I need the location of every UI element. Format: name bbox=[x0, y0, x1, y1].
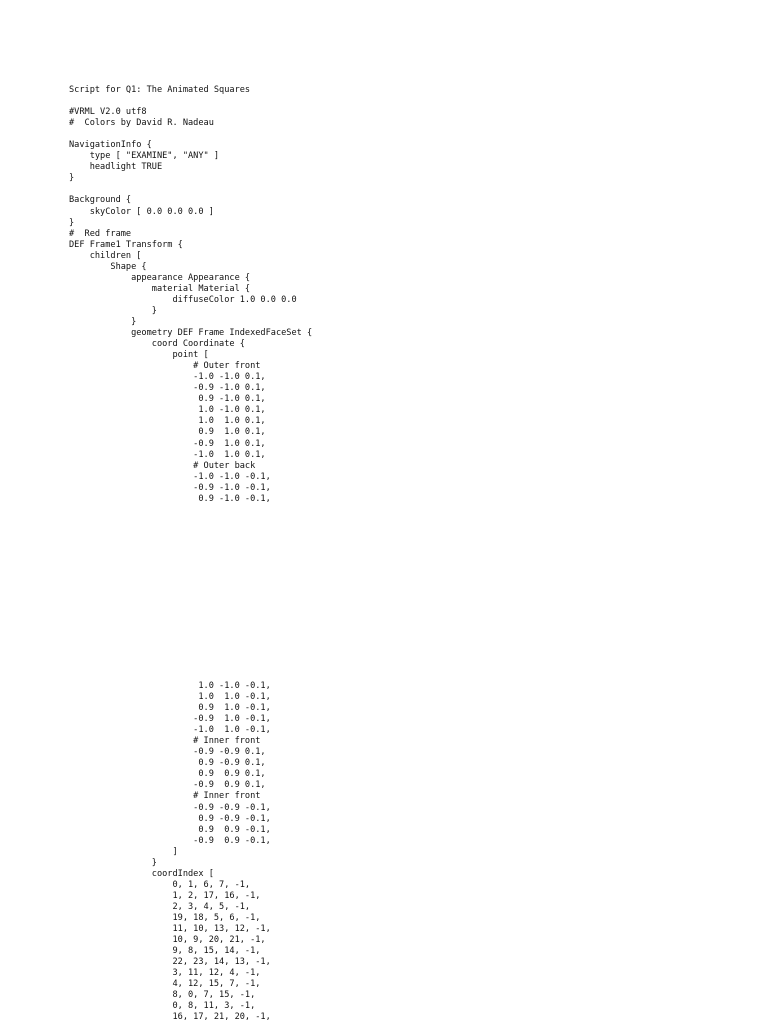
code-line: 0, 1, 6, 7, -1, bbox=[69, 879, 251, 890]
code-line: Background { bbox=[69, 195, 132, 206]
code-line: 9, 8, 15, 14, -1, bbox=[69, 946, 261, 957]
code-line: 19, 18, 5, 6, -1, bbox=[69, 912, 261, 923]
code-line: DEF Frame1 Transform { bbox=[69, 239, 183, 250]
code-line: 10, 9, 20, 21, -1, bbox=[69, 935, 266, 946]
code-line: #VRML V2.0 utf8 bbox=[69, 107, 147, 118]
code-line: point [ bbox=[69, 350, 209, 361]
code-line: 4, 12, 15, 7, -1, bbox=[69, 979, 261, 990]
code-line: # Outer back bbox=[69, 460, 256, 471]
code-line: # Inner front bbox=[69, 736, 261, 747]
code-line: 8, 0, 7, 15, -1, bbox=[69, 990, 256, 1001]
code-line: -0.9 0.9 -0.1, bbox=[69, 835, 271, 846]
code-line: headlight TRUE bbox=[69, 162, 163, 173]
code-line: # Inner front bbox=[69, 791, 261, 802]
code-line: } bbox=[69, 316, 137, 327]
code-line: # Colors by David R. Nadeau bbox=[69, 118, 214, 129]
code-line: 22, 23, 14, 13, -1, bbox=[69, 957, 271, 968]
code-line: 0.9 -1.0 -0.1, bbox=[69, 493, 271, 504]
code-line: 16, 17, 21, 20, -1, bbox=[69, 1012, 271, 1023]
code-line: 0.9 1.0 -0.1, bbox=[69, 703, 271, 714]
code-line: -0.9 -1.0 0.1, bbox=[69, 383, 266, 394]
code-line: type [ "EXAMINE", "ANY" ] bbox=[69, 151, 220, 162]
code-line: 0.9 1.0 0.1, bbox=[69, 427, 266, 438]
code-line: -0.9 0.9 0.1, bbox=[69, 780, 266, 791]
code-line: Script for Q1: The Animated Squares bbox=[69, 85, 251, 95]
code-line: 11, 10, 13, 12, -1, bbox=[69, 924, 271, 935]
code-line: 1.0 1.0 -0.1, bbox=[69, 692, 271, 703]
code-line: } bbox=[69, 217, 75, 228]
code-line: -0.9 1.0 -0.1, bbox=[69, 714, 271, 725]
code-line: -0.9 -1.0 -0.1, bbox=[69, 482, 271, 493]
code-line: 0.9 0.9 -0.1, bbox=[69, 824, 271, 835]
code-line: children [ bbox=[69, 250, 142, 261]
code-line: skyColor [ 0.0 0.0 0.0 ] bbox=[69, 206, 214, 217]
code-line: -1.0 -1.0 -0.1, bbox=[69, 471, 271, 482]
code-line: diffuseColor 1.0 0.0 0.0 bbox=[69, 294, 297, 305]
code-line: -1.0 1.0 -0.1, bbox=[69, 725, 271, 736]
vrml-code-block-top bbox=[69, 85, 312, 505]
code-line: 0.9 -0.9 -0.1, bbox=[69, 813, 271, 824]
code-line: 2, 3, 4, 5, -1, bbox=[69, 901, 251, 912]
code-line: } bbox=[69, 173, 75, 184]
code-line: -0.9 -0.9 -0.1, bbox=[69, 802, 271, 813]
code-line: -1.0 -1.0 0.1, bbox=[69, 372, 266, 383]
code-line: 1.0 -1.0 0.1, bbox=[69, 405, 266, 416]
code-line: 0, 8, 11, 3, -1, bbox=[69, 1001, 256, 1012]
code-line: appearance Appearance { bbox=[69, 272, 251, 283]
code-line: -0.9 -0.9 0.1, bbox=[69, 747, 266, 758]
code-line: # Outer front bbox=[69, 361, 261, 372]
code-line: 3, 11, 12, 4, -1, bbox=[69, 968, 261, 979]
vrml-code-block-bottom bbox=[69, 681, 271, 1023]
code-line: 1.0 1.0 0.1, bbox=[69, 416, 266, 427]
code-line: 1, 2, 17, 16, -1, bbox=[69, 890, 261, 901]
code-line: NavigationInfo { bbox=[69, 140, 152, 151]
code-line: Shape { bbox=[69, 261, 147, 272]
code-line: material Material { bbox=[69, 283, 251, 294]
code-line: ] bbox=[69, 846, 178, 857]
code-line: -0.9 1.0 0.1, bbox=[69, 438, 266, 449]
code-line: 1.0 -1.0 -0.1, bbox=[69, 681, 271, 691]
code-line: 0.9 0.9 0.1, bbox=[69, 769, 266, 780]
code-line: coord Coordinate { bbox=[69, 339, 245, 350]
code-line: 0.9 -0.9 0.1, bbox=[69, 758, 266, 769]
code-line: -1.0 1.0 0.1, bbox=[69, 449, 266, 460]
code-line: geometry DEF Frame IndexedFaceSet { bbox=[69, 328, 313, 339]
code-line: coordIndex [ bbox=[69, 868, 214, 879]
code-line: } bbox=[69, 857, 157, 868]
code-line: # Red frame bbox=[69, 228, 132, 239]
code-line: } bbox=[69, 305, 157, 316]
code-line: 0.9 -1.0 0.1, bbox=[69, 394, 266, 405]
